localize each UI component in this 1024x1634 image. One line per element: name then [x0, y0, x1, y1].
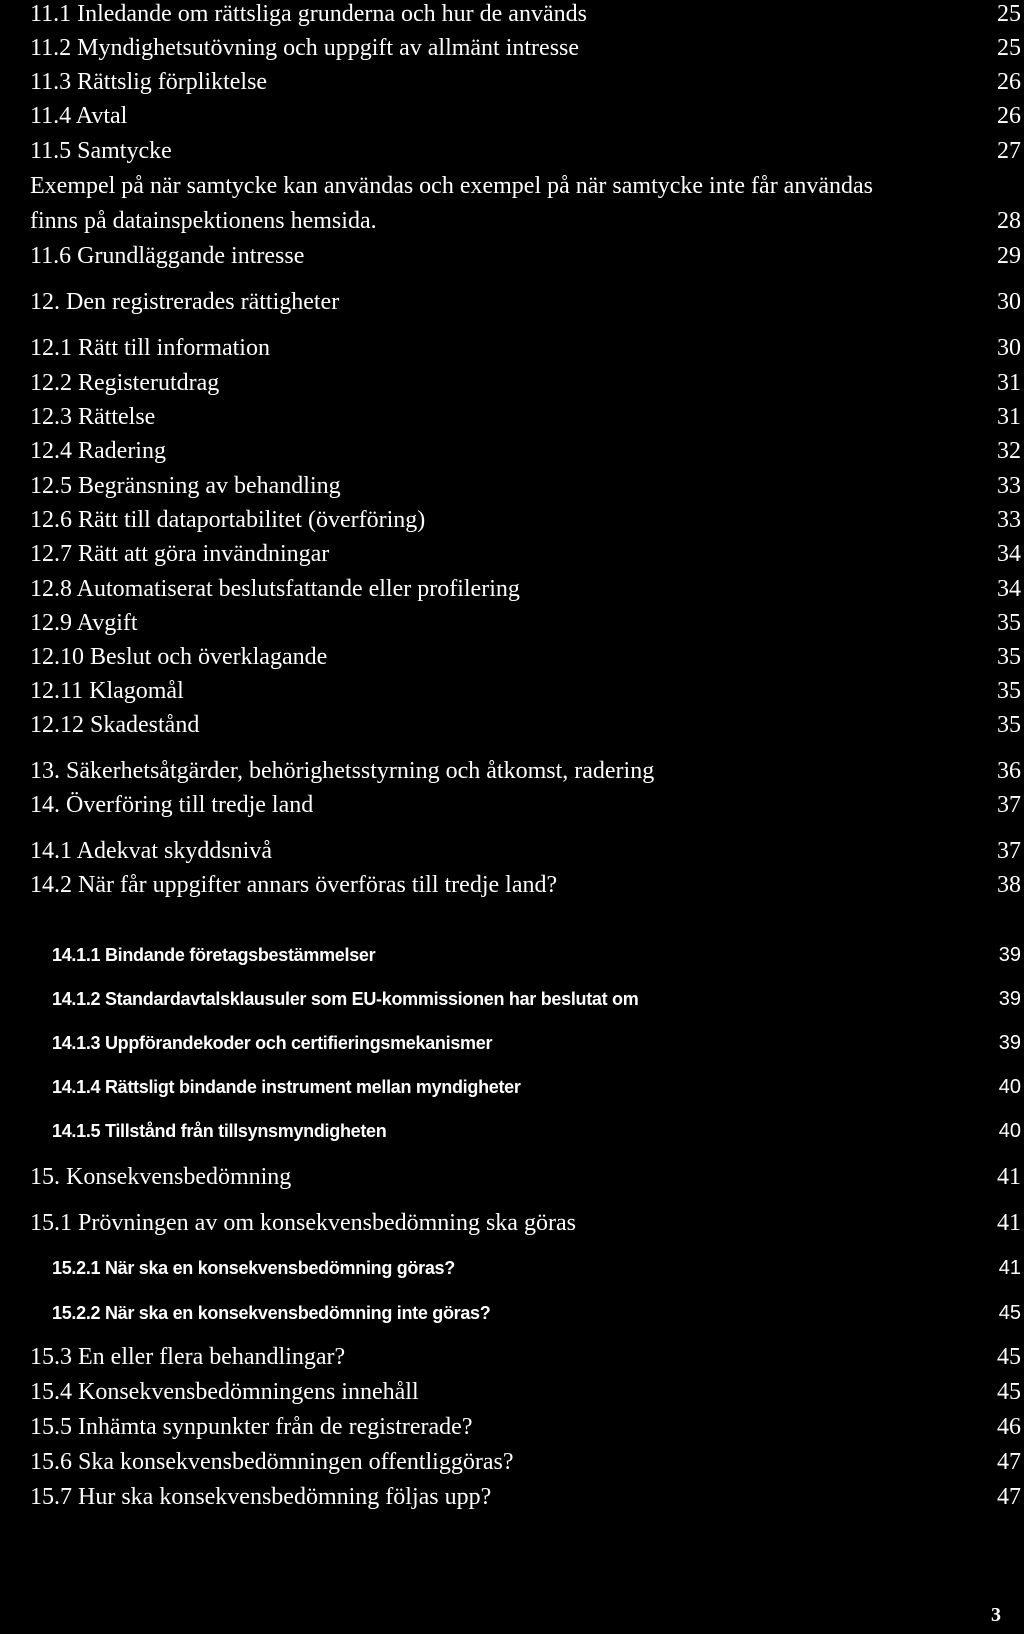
toc-entry-title: 12.6 Rätt till dataportabilitet (överföring)	[30, 507, 426, 533]
toc-entry-title: 11.3 Rättslig förpliktelse	[30, 69, 268, 95]
toc-entry	[0, 1299, 1024, 1335]
toc-entry-title: 15.2.2 När ska en konsekvensbedömning inte göras?	[52, 1303, 491, 1323]
toc-entry	[0, 711, 1024, 747]
toc-entry-page: 28	[997, 208, 1021, 234]
toc-entry	[0, 757, 1024, 793]
toc-entry-page: 40	[998, 1120, 1021, 1142]
toc-entry-title: 11.4 Avtal	[30, 103, 128, 129]
toc-entry	[0, 1413, 1024, 1449]
toc-entry-page: 39	[998, 1032, 1021, 1054]
toc-entry	[0, 0, 1024, 36]
toc-entry	[0, 871, 1024, 907]
toc-entry-title: 14. Överföring till tredje land	[30, 792, 314, 818]
toc-entry-title: 11.6 Grundläggande intresse	[30, 243, 305, 269]
toc-entry-page: 35	[997, 712, 1021, 738]
toc-entry-page: 25	[997, 35, 1021, 61]
toc-entry-page: 33	[997, 507, 1021, 533]
toc-entry-title: 14.1.4 Rättsligt bindande instrument mellan myndigheter	[52, 1077, 521, 1097]
toc-entry-title: 12.4 Radering	[30, 438, 166, 464]
toc-entry	[0, 369, 1024, 405]
toc-entry	[0, 137, 1024, 173]
toc-entry-title: finns på datainspektionens hemsida.	[30, 208, 377, 234]
toc-entry	[0, 172, 1024, 208]
toc-entry	[0, 575, 1024, 611]
toc-entry-page: 36	[997, 758, 1021, 784]
toc-entry-title: 12.9 Avgift	[30, 610, 138, 636]
toc-entry	[0, 941, 1024, 977]
toc-entry	[0, 34, 1024, 70]
toc-entry-title: 12.7 Rätt att göra invändningar	[30, 541, 330, 567]
toc-entry-page: 41	[997, 1210, 1021, 1236]
toc-entry-page: 39	[998, 944, 1021, 966]
toc-entry	[0, 1254, 1024, 1290]
toc-entry-title: 12.5 Begränsning av behandling	[30, 473, 341, 499]
toc-entry-title: 12.12 Skadestånd	[30, 712, 200, 738]
toc-entry	[0, 1448, 1024, 1484]
toc-entry-page: 46	[997, 1414, 1021, 1440]
toc-entry-page: 37	[997, 792, 1021, 818]
toc-entry-title: 12.2 Registerutdrag	[30, 370, 220, 396]
toc-entry-title: 14.1 Adekvat skyddsnivå	[30, 838, 272, 864]
toc-entry-title: 14.1.2 Standardavtalsklausuler som EU-kommissionen har beslutat om	[52, 989, 639, 1009]
toc-entry-title: 15.1 Prövningen av om konsekvensbedömning ska göras	[30, 1210, 576, 1236]
toc-entry-title: 12.8 Automatiserat beslutsfattande eller profilering	[30, 576, 520, 602]
toc-entry	[0, 334, 1024, 370]
toc-entry-title: 15.6 Ska konsekvensbedömningen offentliggöras?	[30, 1449, 514, 1475]
toc-entry-page: 27	[997, 138, 1021, 164]
toc-entry	[0, 837, 1024, 873]
toc-entry-title: 14.2 När får uppgifter annars överföras till tredje land?	[30, 872, 558, 898]
toc-entry-title: 11.2 Myndighetsutövning och uppgift av allmänt intresse	[30, 35, 580, 61]
toc-entry	[0, 1483, 1024, 1519]
toc-entry-page: 35	[997, 610, 1021, 636]
toc-entry-page: 45	[998, 1302, 1021, 1324]
toc-entry-page: 31	[997, 370, 1021, 396]
toc-entry	[0, 242, 1024, 278]
toc-entry-page: 35	[997, 678, 1021, 704]
toc-entry	[0, 1073, 1024, 1109]
toc-entry	[0, 1378, 1024, 1414]
toc-entry-page: 30	[997, 289, 1021, 315]
toc-entry-page: 40	[998, 1076, 1021, 1098]
toc-entry-title: 15. Konsekvensbedömning	[30, 1164, 292, 1190]
toc-entry	[0, 437, 1024, 473]
page-number: 3	[991, 1604, 1001, 1626]
toc-entry-title: 12.11 Klagomål	[30, 678, 184, 704]
toc-entry-title: 15.2.1 När ska en konsekvensbedömning göras?	[52, 1258, 455, 1278]
toc-entry-page: 45	[997, 1379, 1021, 1405]
toc-entry	[0, 207, 1024, 243]
toc-entry-page: 41	[997, 1164, 1021, 1190]
toc-entry-title: 12.1 Rätt till information	[30, 335, 270, 361]
toc-entry	[0, 288, 1024, 324]
toc-entry	[0, 1343, 1024, 1379]
toc-entry	[0, 985, 1024, 1021]
toc-entry-page: 34	[997, 541, 1021, 567]
toc-entry-page: 39	[998, 988, 1021, 1010]
toc-entry-page: 26	[997, 103, 1021, 129]
toc-entry-page: 26	[997, 69, 1021, 95]
toc-entry-title: 15.4 Konsekvensbedömningens innehåll	[30, 1379, 419, 1405]
toc-entry	[0, 472, 1024, 508]
toc-entry-page: 38	[997, 872, 1021, 898]
toc-entry-page: 32	[997, 438, 1021, 464]
toc-entry	[0, 540, 1024, 576]
toc-entry-title: 12.3 Rättelse	[30, 404, 156, 430]
toc-entry	[0, 102, 1024, 138]
toc-entry	[0, 68, 1024, 104]
toc-entry-title: 11.1 Inledande om rättsliga grunderna och hur de används	[30, 1, 587, 27]
toc-entry	[0, 1029, 1024, 1065]
toc-entry-page: 33	[997, 473, 1021, 499]
toc-entry-page: 29	[997, 243, 1021, 269]
toc-entry-page: 45	[997, 1344, 1021, 1370]
toc-entry-title: 15.3 En eller flera behandlingar?	[30, 1344, 346, 1370]
toc-entry-title: 14.1.5 Tillstånd från tillsynsmyndigheten	[52, 1121, 387, 1141]
toc-entry	[0, 609, 1024, 645]
toc-entry	[0, 1163, 1024, 1199]
toc-entry	[0, 506, 1024, 542]
toc-entry-page: 37	[997, 838, 1021, 864]
toc-entry-title: 15.7 Hur ska konsekvensbedömning följas upp?	[30, 1484, 492, 1510]
toc-entry-title: 12. Den registrerades rättigheter	[30, 289, 340, 315]
toc-entry-title: 12.10 Beslut och överklagande	[30, 644, 328, 670]
toc-entry-page: 25	[997, 1, 1021, 27]
toc-entry	[0, 677, 1024, 713]
toc-entry-page: 41	[998, 1257, 1021, 1279]
toc-entry-title: 13. Säkerhetsåtgärder, behörighetsstyrning och åtkomst, radering	[30, 758, 655, 784]
toc-entry	[0, 1209, 1024, 1245]
toc-entry-page: 34	[997, 576, 1021, 602]
toc-entry-page: 30	[997, 335, 1021, 361]
toc-entry-title: 11.5 Samtycke	[30, 138, 172, 164]
toc-entry-title: 14.1.1 Bindande företagsbestämmelser	[52, 945, 376, 965]
toc-entry-page: 31	[997, 404, 1021, 430]
toc-entry	[0, 1117, 1024, 1153]
toc-entry	[0, 791, 1024, 827]
toc-entry-page: 35	[997, 644, 1021, 670]
toc-entry	[0, 643, 1024, 679]
toc-entry	[0, 403, 1024, 439]
toc-entry-page: 47	[997, 1484, 1021, 1510]
toc-entry-title: 14.1.3 Uppförandekoder och certifieringsmekanismer	[52, 1033, 493, 1053]
toc-entry-title: 15.5 Inhämta synpunkter från de registrerade?	[30, 1414, 473, 1440]
toc-entry-page: 47	[997, 1449, 1021, 1475]
toc-entry-title: Exempel på när samtycke kan användas och exempel på när samtycke inte får användas	[30, 173, 873, 199]
